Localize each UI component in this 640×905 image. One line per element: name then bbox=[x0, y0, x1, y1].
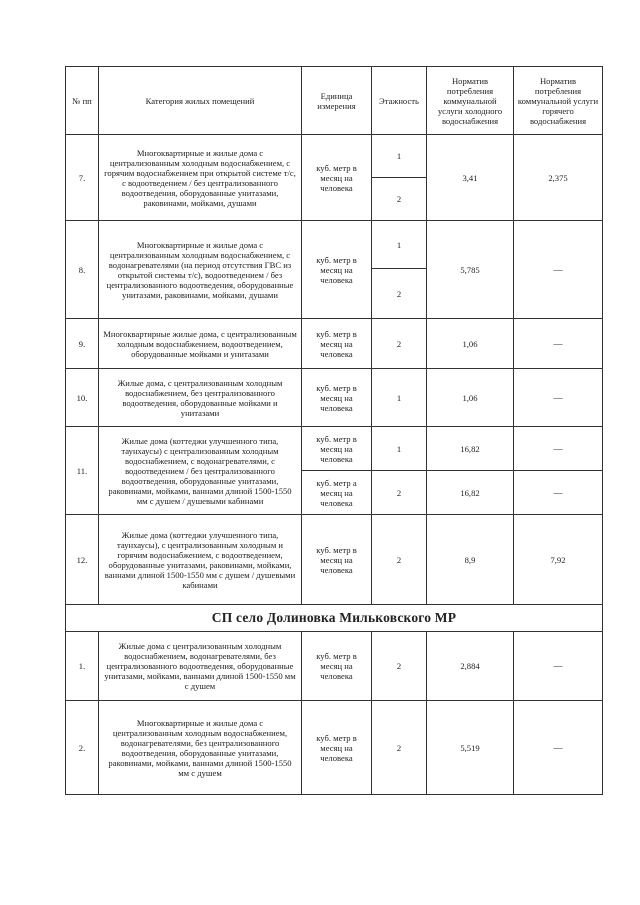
row-category: Многоквартирные жилые дома, с централизованным холодным водоснабжением, водоотведением, оборудованные мойками и унитазами bbox=[99, 319, 302, 369]
header-row bbox=[66, 67, 603, 135]
row-unit: куб. метр в месяц на человека bbox=[302, 221, 372, 319]
row-cold: 1,06 bbox=[427, 369, 514, 427]
row-cold: 5,519 bbox=[427, 701, 514, 795]
row-floors: 1 bbox=[372, 135, 427, 178]
row-hot: — bbox=[514, 471, 603, 515]
header-unit: Единица измерения bbox=[302, 67, 372, 135]
row-num: 12. bbox=[66, 515, 99, 605]
row-category: Жилые дома (коттеджи улучшенного типа, таунхаусы), с централизованным холодным и горячим водоснабжением, с водоотведением, оборудованные унитазами, раковинами, мойками, ваннами длиной 1500-1550 мм с душем / душевыми кабинами bbox=[99, 515, 302, 605]
row-floors: 2 bbox=[372, 701, 427, 795]
row-category: Жилые дома с централизованным холодным водоснабжением, водонагревателями, без централизованного водоотведения, оборудованные унитазами, мойками, ваннами длиной 1500-1550 мм с душем bbox=[99, 632, 302, 701]
row-category: Многоквартирные и жилые дома с централизованным холодным водоснабжением, водонагревателями, без централизованного водоотведения, оборудованные унитазами, раковинами, мойками, ваннами длиной 1500-1550 мм с душем bbox=[99, 701, 302, 795]
row-floors: 2 bbox=[372, 319, 427, 369]
table-row bbox=[66, 701, 603, 795]
table-row bbox=[66, 221, 603, 269]
header-hot: Норматив потребления коммунальной услуги горячего водоснабжения bbox=[514, 67, 603, 135]
row-cold: 3,41 bbox=[427, 135, 514, 221]
table-row bbox=[66, 369, 603, 427]
row-unit: куб. метр в месяц на человека bbox=[302, 369, 372, 427]
row-hot: — bbox=[514, 632, 603, 701]
row-unit: куб. метр в месяц на человека bbox=[302, 319, 372, 369]
row-num: 9. bbox=[66, 319, 99, 369]
table-row bbox=[66, 427, 603, 471]
row-num: 10. bbox=[66, 369, 99, 427]
row-cold: 16,82 bbox=[427, 471, 514, 515]
header-category: Категория жилых помещений bbox=[99, 67, 302, 135]
row-category: Многоквартирные и жилые дома с централизованным холодным водоснабжением, с водонагревателями (на период отсутствия ГВС из открытой системы т/с), водоотведением / без централизованного водоотведения, оборудованные унитазами, раковинами, мойками, душами bbox=[99, 221, 302, 319]
row-unit: куб. метр в месяц на человека bbox=[302, 701, 372, 795]
row-hot: — bbox=[514, 221, 603, 319]
table-row bbox=[66, 632, 603, 701]
norms-table bbox=[65, 66, 603, 795]
header-num: № пп bbox=[66, 67, 99, 135]
row-cold: 1,06 bbox=[427, 319, 514, 369]
row-category: Жилые дома, с централизованным холодным водоснабжением, без централизованного водоотведения, оборудованные мойками и унитазами bbox=[99, 369, 302, 427]
row-floors: 1 bbox=[372, 427, 427, 471]
row-cold: 2,884 bbox=[427, 632, 514, 701]
row-floors: 2 bbox=[372, 269, 427, 319]
row-hot: — bbox=[514, 427, 603, 471]
row-unit: куб. метр в месяц на человека bbox=[302, 632, 372, 701]
table-row bbox=[66, 515, 603, 605]
row-num: 1. bbox=[66, 632, 99, 701]
row-cold: 8,9 bbox=[427, 515, 514, 605]
row-unit: куб. метр в месяц на человека bbox=[302, 427, 372, 471]
row-num: 8. bbox=[66, 221, 99, 319]
table-row bbox=[66, 319, 603, 369]
row-category: Жилые дома (коттеджи улучшенного типа, таунхаусы) с централизованным холодным водоснабжением, с водонагревателями, с водоотведением / без централизованного водоотведения, оборудованные унитазами, раковинами, мойками, ваннами длиной 1500-1550 мм с душем / душевыми кабинами bbox=[99, 427, 302, 515]
row-floors: 2 bbox=[372, 178, 427, 221]
row-floors: 2 bbox=[372, 515, 427, 605]
header-cold: Норматив потребления коммунальной услуги холодного водоснабжения bbox=[427, 67, 514, 135]
row-unit: куб. метр в месяц на человека bbox=[302, 135, 372, 221]
section-row bbox=[66, 605, 603, 632]
row-cold: 16,82 bbox=[427, 427, 514, 471]
row-num: 11. bbox=[66, 427, 99, 515]
row-floors: 1 bbox=[372, 221, 427, 269]
row-category: Многоквартирные и жилые дома с централизованным холодным водоснабжением, с горячим водоснабжением при открытой системе т/с, с водоотведением / без централизованного водоотведения, оборудованные унитазами, раковинами, мойками, душами bbox=[99, 135, 302, 221]
section-title: СП село Долиновка Мильковского МР bbox=[66, 605, 603, 632]
row-floors: 2 bbox=[372, 471, 427, 515]
row-hot: 7,92 bbox=[514, 515, 603, 605]
header-floors: Этажность bbox=[372, 67, 427, 135]
row-num: 2. bbox=[66, 701, 99, 795]
row-hot: — bbox=[514, 701, 603, 795]
row-hot: 2,375 bbox=[514, 135, 603, 221]
table-row bbox=[66, 135, 603, 178]
row-cold: 5,785 bbox=[427, 221, 514, 319]
row-num: 7. bbox=[66, 135, 99, 221]
row-floors: 2 bbox=[372, 632, 427, 701]
row-unit: куб. метр в месяц на человека bbox=[302, 515, 372, 605]
row-hot: — bbox=[514, 319, 603, 369]
row-unit: куб. метр а месяц на человека bbox=[302, 471, 372, 515]
row-floors: 1 bbox=[372, 369, 427, 427]
row-hot: — bbox=[514, 369, 603, 427]
